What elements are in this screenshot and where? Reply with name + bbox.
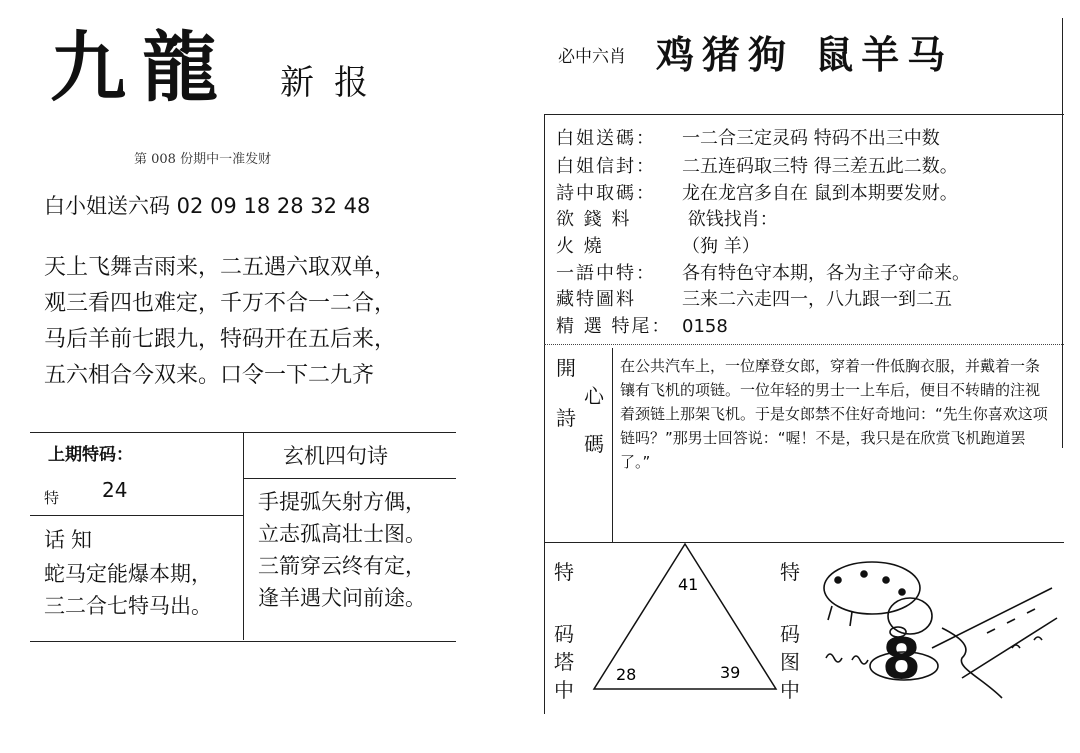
tower-label-bottom: 码塔中	[554, 622, 574, 702]
picture-label-top: 特	[780, 560, 800, 584]
joke-heading-char: 詩	[556, 406, 576, 430]
info-value: 各有特色守本期，各为主子守命来。	[682, 263, 970, 284]
joke-heading-char: 碼	[584, 432, 604, 456]
poem-line: 观三看四也难定，千万不合一二合，	[44, 291, 397, 316]
info-row	[556, 179, 958, 205]
news-line: 三二合七特马出。	[44, 594, 212, 618]
brand-subtitle: 新报	[280, 63, 388, 103]
last-special-label: 上期特码：	[48, 445, 133, 465]
box-divider	[243, 478, 456, 479]
picture-digit: 8	[882, 627, 921, 692]
joke-heading-char: 開	[556, 356, 576, 380]
xuanji-line: 三箭穿云终有定，	[258, 554, 426, 578]
info-row	[556, 124, 940, 150]
info-label: 藏特圖料	[556, 289, 636, 310]
info-label: 欲 錢 料	[556, 209, 632, 230]
frame-line	[544, 114, 1064, 115]
tower-number: 28	[616, 665, 637, 684]
frame-line	[544, 114, 545, 714]
issue-line: 第 008 份期中一准发财	[134, 152, 272, 167]
section-divider	[544, 344, 1064, 345]
info-value: 欲钱找肖：	[682, 209, 778, 230]
xuanji-line: 手提弧矢射方偶，	[258, 490, 426, 514]
six-zodiac-label: 必中六肖	[558, 47, 626, 67]
info-row	[556, 285, 952, 311]
te-label: 特	[44, 489, 60, 507]
info-row	[556, 152, 958, 178]
tower-number: 41	[678, 575, 699, 594]
info-value: 0158	[682, 316, 728, 337]
info-row	[556, 205, 778, 231]
info-row	[556, 259, 970, 285]
box-divider	[30, 515, 243, 516]
news-heading: 话知	[44, 528, 98, 552]
info-value: 一二合三定灵码 特码不出三中数	[682, 128, 940, 149]
joke-heading-char: 心	[584, 384, 604, 408]
info-value: 二五连码取三特 得三差五此二数。	[682, 156, 958, 177]
brand-title: 九龍	[50, 23, 234, 112]
pig-illustration	[812, 548, 1062, 718]
news-line: 蛇马定能爆本期，	[44, 562, 212, 586]
xuanji-line: 逢羊遇犬问前途。	[258, 586, 426, 610]
poem-line: 五六相合今双来。口令一下二九齐	[44, 363, 375, 388]
poem-line: 马后羊前七跟九，特码开在五后来，	[44, 327, 397, 352]
info-label: 火 燒	[556, 236, 604, 257]
joke-divider	[612, 348, 613, 542]
picture-label-bottom: 码图中	[780, 622, 800, 702]
joke-text: 在公共汽车上，一位摩登女郎，穿着一件低胸衣服，并戴着一条镶有飞机的项链。一位年轻的男士一上车后，便目不转睛的注视着颈链上那架飞机。于是女郎禁不住好奇地问：“先生你喜欢这项链吗？”那男士回答说：“喔！不是，我只是在欣赏飞机跑道罢了。”	[620, 357, 1048, 471]
last-special-value: 24	[102, 478, 128, 502]
tower-label-top: 特	[554, 560, 574, 584]
poem-line: 天上飞舞吉雨来，二五遇六取双单，	[44, 255, 397, 280]
tower-triangle	[590, 542, 780, 692]
xuanji-line: 立志孤高壮士图。	[258, 522, 426, 546]
info-row	[556, 232, 760, 258]
info-value: 龙在龙宫多自在 鼠到本期要发财。	[682, 183, 958, 204]
info-value: 三来二六走四一，八九跟一到二五	[682, 289, 952, 310]
info-row	[556, 312, 728, 338]
info-label: 詩中取碼：	[556, 183, 656, 204]
info-label: 白姐信封：	[556, 156, 656, 177]
xuanji-heading: 玄机四句诗	[283, 444, 388, 468]
tower-number: 39	[720, 663, 741, 682]
poem	[44, 250, 464, 394]
info-label: 一語中特：	[556, 263, 656, 284]
info-value: （狗 羊）	[682, 236, 760, 257]
six-code-line: 白小姐送六码 02 09 18 28 32 48	[44, 194, 371, 218]
info-label: 精 選 特尾：	[556, 316, 672, 337]
six-zodiac: 鸡猪狗 鼠羊马	[656, 32, 954, 77]
pig-body	[824, 562, 920, 614]
box-divider	[243, 432, 244, 640]
info-label: 白姐送碼：	[556, 128, 656, 149]
news-text	[44, 558, 212, 622]
xuanji-poem	[258, 486, 426, 614]
frame-line	[1062, 18, 1063, 448]
